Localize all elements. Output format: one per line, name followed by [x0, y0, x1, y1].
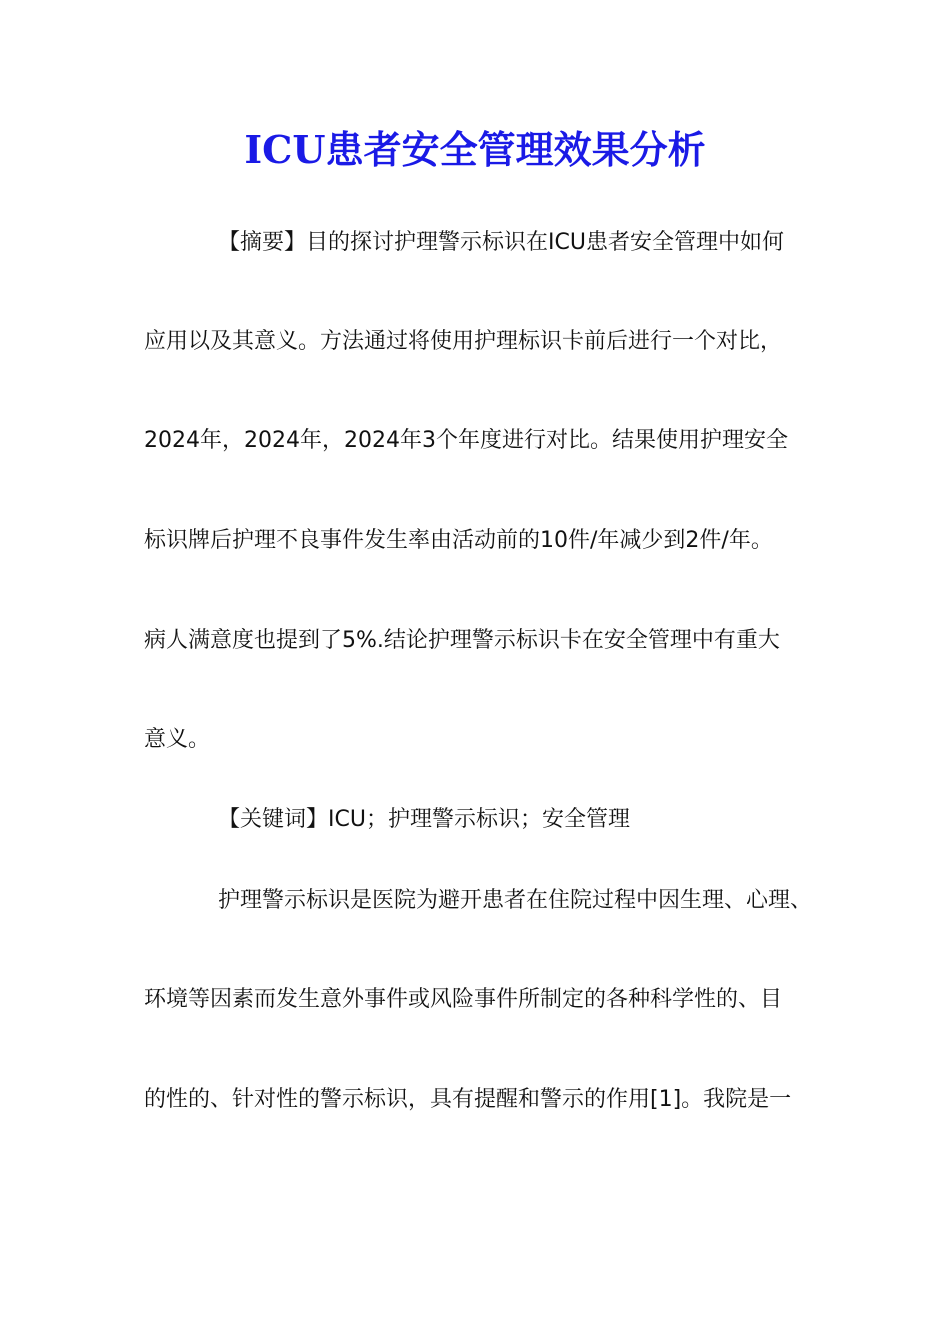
body-line-1: 护理警示标识是医院为避开患者在住院过程中因生理、心理、	[218, 888, 813, 913]
abstract-line-2: 应用以及其意义。方法通过将使用护理标识卡前后进行一个对比，	[144, 329, 783, 354]
keywords-line: 【关键词】ICU；护理警示标识；安全管理	[218, 807, 630, 832]
abstract-line-5: 病人满意度也提到了5%.结论护理警示标识卡在安全管理中有重大	[144, 628, 780, 653]
body-line-2: 环境等因素而发生意外事件或风险事件所制定的各种科学性的、目	[144, 987, 783, 1012]
abstract-line-3: 2024年，2024年，2024年3个年度进行对比。结果使用护理安全	[144, 428, 788, 453]
abstract-line-4: 标识牌后护理不良事件发生率由活动前的10件/年减少到2件/年。	[144, 528, 773, 553]
body-line-3: 的性的、针对性的警示标识，具有提醒和警示的作用[1]。我院是一	[144, 1087, 792, 1112]
abstract-line-6: 意义。	[144, 727, 211, 752]
abstract-line-1: 【摘要】目的探讨护理警示标识在ICU患者安全管理中如何	[218, 230, 784, 255]
document-title: ICU患者安全管理效果分析	[244, 127, 706, 172]
